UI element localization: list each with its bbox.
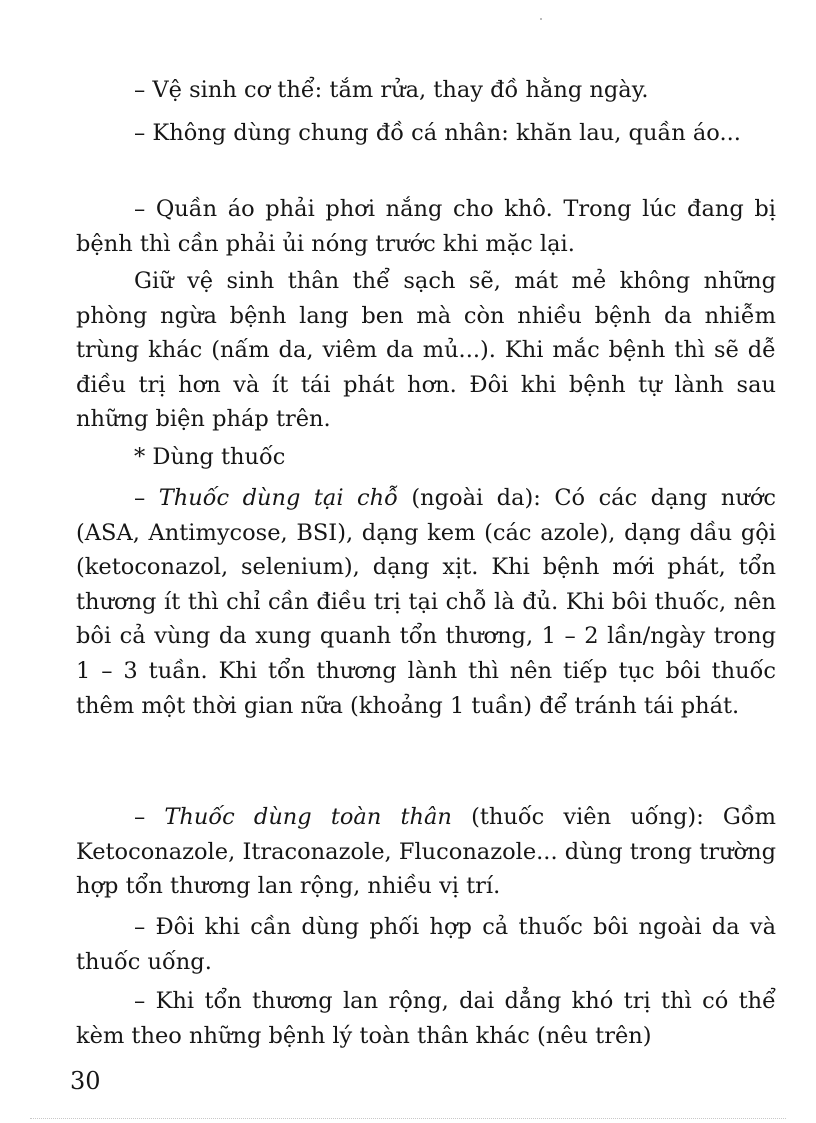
term-systemic: Thuốc dùng toàn thân bbox=[164, 804, 452, 830]
scan-speck bbox=[540, 18, 542, 20]
paragraph-hygiene-body: – Vệ sinh cơ thể: tắm rửa, thay đồ hằng ngày. bbox=[134, 77, 649, 103]
heading-use-medicine: * Dùng thuốc bbox=[134, 444, 286, 470]
paragraph-no-sharing: – Không dùng chung đồ cá nhân: khăn lau, quần áo... bbox=[134, 120, 741, 146]
term-topical: Thuốc dùng tại chỗ bbox=[158, 485, 398, 511]
paragraph-systemic-medicine: – Thuốc dùng toàn thân (thuốc viên uống): Gồm Ketoconazole, Itraconazole, Fluconazole... dùng trong trường hợp tổn thương lan rộng, nhiều vị trí. bbox=[76, 804, 776, 900]
paragraph-clothes-sun: – Quần áo phải phơi nắng cho khô. Trong lúc đang bị bệnh thì cần phải ủi nóng trước khi mặc lại. bbox=[76, 196, 776, 257]
bottom-dotted-rule bbox=[30, 1118, 786, 1119]
paragraph-widespread: – Khi tổn thương lan rộng, dai dẳng khó trị thì có thể kèm theo những bệnh lý toàn thân khác (nêu trên) bbox=[76, 988, 776, 1049]
page-number: 30 bbox=[70, 1067, 101, 1095]
paragraph-keep-clean: Giữ vệ sinh thân thể sạch sẽ, mát mẻ không những phòng ngừa bệnh lang ben mà còn nhiều bệnh da nhiễm trùng khác (nấm da, viêm da mủ...). Khi mắc bệnh thì sẽ dễ điều trị hơn và ít tái phát hơn. Đôi khi bệnh tự lành sau những biện pháp trên. bbox=[76, 268, 776, 433]
paragraph-topical-medicine: – Thuốc dùng tại chỗ (ngoài da): Có các dạng nước (ASA, Antimycose, BSI), dạng kem (các azole), dạng dầu gội (ketoconazol, selenium), dạng xịt. Khi bệnh mới phát, tổn thương ít thì chỉ cần điều trị tại chỗ là đủ. Khi bôi thuốc, nên bôi cả vùng da xung quanh tổn thương, 1 – 2 lần/ngày trong 1 – 3 tuần. Khi tổn thương lành thì nên tiếp tục bôi thuốc thêm một thời gian nữa (khoảng 1 tuần) để tránh tái phát. bbox=[76, 485, 777, 719]
paragraph-combined-use: – Đôi khi cần dùng phối hợp cả thuốc bôi ngoài da và thuốc uống. bbox=[76, 914, 776, 975]
